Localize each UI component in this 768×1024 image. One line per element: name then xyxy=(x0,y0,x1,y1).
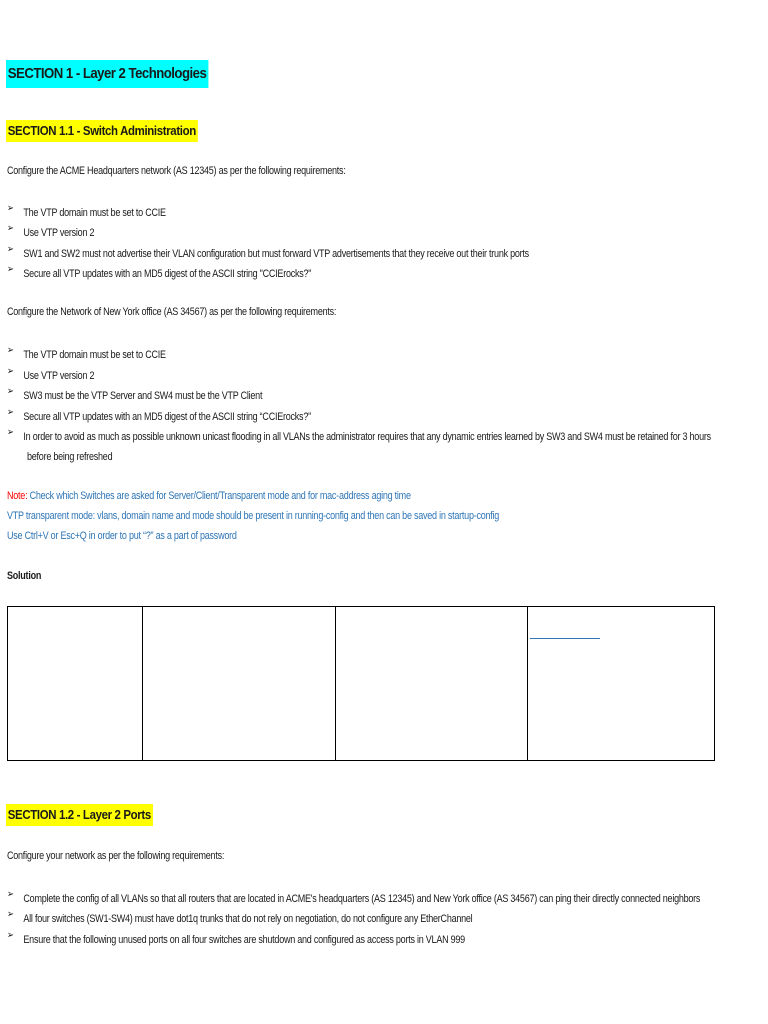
list-item: ➢ The VTP domain must be set to CCIE xyxy=(7,345,166,361)
arrow-bullet-icon: ➢ xyxy=(7,930,14,941)
list-item: ➢ The VTP domain must be set to CCIE xyxy=(7,203,166,219)
note-label: Note: xyxy=(7,490,28,502)
arrow-bullet-icon: ➢ xyxy=(7,203,14,214)
ny-intro: Configure the Network of New York office (AS 34567) as per the following requirements: xyxy=(7,306,337,318)
arrow-bullet-icon: ➢ xyxy=(7,264,14,275)
solution-cell xyxy=(143,607,336,761)
arrow-bullet-icon: ➢ xyxy=(7,386,14,397)
arrow-bullet-icon: ➢ xyxy=(7,427,14,438)
list-item: ➢ Ensure that the following unused ports on all four switches are shutdown and configured as access ports in VLAN 999 xyxy=(7,930,465,946)
section-1-1-heading: SECTION 1.1 - Switch Administration xyxy=(6,120,198,142)
arrow-bullet-icon: ➢ xyxy=(7,223,14,234)
ports-intro: Configure your network as per the following requirements: xyxy=(7,850,225,862)
arrow-bullet-icon: ➢ xyxy=(7,244,14,255)
list-item: ➢ SW1 and SW2 must not advertise their VLAN configuration but must forward VTP advertisements that they receive out their trunk ports xyxy=(7,244,529,260)
note-line-1 xyxy=(7,490,411,502)
list-item: ➢ Use VTP version 2 xyxy=(7,366,95,382)
list-item: ➢ In order to avoid as much as possible unknown unicast flooding in all VLANs the administrator requires that any dynamic entries learned by SW3 and SW4 must be retained for 3 hours xyxy=(7,427,711,443)
note-text: Check which Switches are asked for Server/Client/Transparent mode and for mac-address aging time xyxy=(27,490,411,502)
list-item: ➢ All four switches (SW1-SW4) must have dot1q trunks that do not rely on negotiation, do not configure any EtherChannel xyxy=(7,909,473,925)
solution-table xyxy=(7,606,715,761)
section-1-2-heading: SECTION 1.2 - Layer 2 Ports xyxy=(6,804,153,826)
arrow-bullet-icon: ➢ xyxy=(7,366,14,377)
list-item: ➢ Secure all VTP updates with an MD5 digest of the ASCII string “CCIErocks?” xyxy=(7,407,311,423)
list-item-continuation: before being refreshed xyxy=(27,451,113,463)
hq-intro: Configure the ACME Headquarters network (AS 12345) as per the following requirements: xyxy=(7,165,346,177)
solution-cell xyxy=(8,607,143,761)
solution-cell xyxy=(336,607,528,761)
arrow-bullet-icon: ➢ xyxy=(7,889,14,900)
arrow-bullet-icon: ➢ xyxy=(7,345,14,356)
list-item: ➢ Complete the config of all VLANs so that all routers that are located in ACME's headquarters (AS 12345) and New York office (AS 34567) can ping their directly connected neighbors xyxy=(7,889,701,905)
hyperlink-underline[interactable] xyxy=(530,638,600,639)
list-item: ➢ Use VTP version 2 xyxy=(7,223,95,239)
arrow-bullet-icon: ➢ xyxy=(7,407,14,418)
list-item: ➢ SW3 must be the VTP Server and SW4 must be the VTP Client xyxy=(7,386,263,402)
list-item: ➢ Secure all VTP updates with an MD5 digest of the ASCII string "CCIErocks?" xyxy=(7,264,312,280)
section-1-heading: SECTION 1 - Layer 2 Technologies xyxy=(6,60,208,88)
solution-label: Solution xyxy=(7,570,42,582)
solution-cell xyxy=(528,607,715,761)
note-line-3: Use Ctrl+V or Esc+Q in order to put “?” as a part of password xyxy=(7,530,237,542)
note-line-2: VTP transparent mode: vlans, domain name and mode should be present in running-config and then can be saved in startup-config xyxy=(7,510,500,522)
arrow-bullet-icon: ➢ xyxy=(7,909,14,920)
